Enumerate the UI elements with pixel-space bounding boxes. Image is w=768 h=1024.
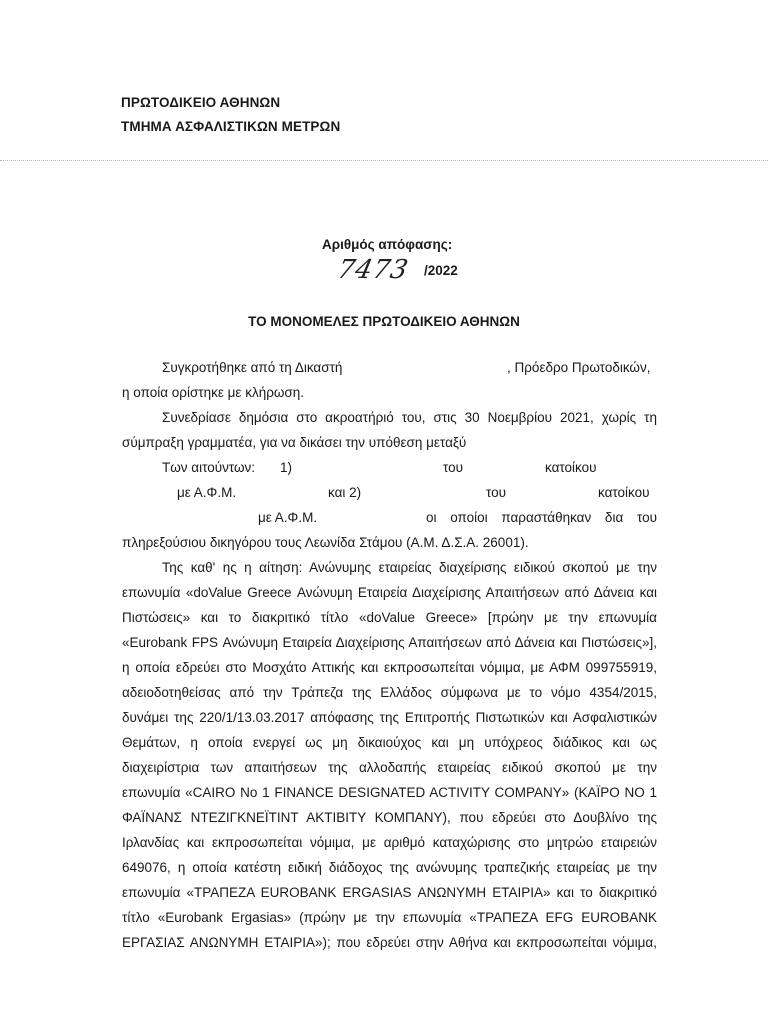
applicant-1-katoikou: κατοίκου	[545, 460, 597, 475]
respondent-line: Θεμάτων, η οποία ενεργεί ως μη δικαιούχος και μη υπόχρεος διάδικος και ως	[122, 735, 657, 750]
applicant-2-katoikou: κατοίκου	[598, 485, 650, 500]
respondent-line: επωνυμία «doValue Greece Ανώνυμη Εταιρεία Διαχείρισης Απαιτήσεων από Δάνεια και	[122, 585, 657, 600]
applicant-2-number: και 2)	[328, 485, 362, 500]
court-department: ΤΜΗΜΑ ΑΣΦΑΛΙΣΤΙΚΩΝ ΜΕΤΡΩΝ	[121, 119, 341, 134]
composition-role: , Πρόεδρο Πρωτοδικών,	[507, 360, 651, 375]
respondent-line: 649076, η οποία κατέστη ειδική διάδοχος της ανώνυμης τραπεζικής εταιρείας με την	[122, 860, 657, 875]
decision-year: /2022	[424, 263, 458, 278]
court-header	[121, 91, 340, 139]
applicants-represented: οι οποίοι παραστάθηκαν δια του	[426, 510, 657, 525]
respondent-line: αδειοδοτηθείσας από την Τράπεζα της Ελλάδος σύμφωνα με το νόμο 4354/2015,	[122, 685, 657, 700]
applicants-lawyer: πληρεξούσιου δικηγόρου τους Λεωνίδα Στάμου (Α.Μ. Δ.Σ.Α. 26001).	[122, 535, 529, 550]
applicant-1-number: 1)	[280, 460, 293, 475]
handwritten-decision-number: 7473	[334, 255, 412, 285]
applicant-2-tou: του	[486, 485, 507, 500]
respondent-line: Πιστώσεις» και το διακριτικό τίτλο «doValue Greece» [πρώην με την επωνυμία	[122, 610, 657, 625]
respondent-line: τίτλο «Eurobank Ergasias» (πρώην με την επωνυμία «ΤΡΑΠΕΖΑ EFG EUROBANK	[122, 910, 657, 925]
session-line-2: σύμπραξη γραμματέα, για να δικάσει την υπόθεση μεταξύ	[122, 435, 467, 450]
composition-intro: Συγκροτήθηκε από τη Δικαστή	[162, 360, 343, 375]
applicant-1-afm: με Α.Φ.Μ.	[177, 485, 237, 500]
respondent-line: ΕΡΓΑΣΙΑΣ ΑΝΩΝΥΜΗ ΕΤΑΙΡΙΑ»); που εδρεύει στην Αθήνα και εκπροσωπείται νόμιμα,	[122, 935, 657, 950]
respondent-line: Της καθ' ης η αίτηση: Ανώνυμης εταιρείας διαχείρισης ειδικού σκοπού με την	[162, 560, 657, 575]
respondent-line: ΦΑΪΝΑΝΣ ΝΤΕΖΙΓΚΝΕΪΤΙΝΤ ΑΚΤΙΒΙΤΥ ΚΟΜΠΑΝΥ), που εδρεύει στο Δουβλίνο της	[122, 810, 657, 825]
applicant-1-tou: του	[443, 460, 464, 475]
court-title: ΤΟ ΜΟΝΟΜΕΛΕΣ ΠΡΩΤΟΔΙΚΕΙΟ ΑΘΗΝΩΝ	[248, 314, 520, 329]
court-name: ΠΡΩΤΟΔΙΚΕΙΟ ΑΘΗΝΩΝ	[121, 95, 281, 110]
respondent-line: Ιρλανδίας και εκπροσωπείται νόμιμα, με αριθμό καταχώρισης στο μητρώο εταιρειών	[122, 835, 657, 850]
session-line-1: Συνεδρίασε δημόσια στο ακροατήριό του, στις 30 Νοεμβρίου 2021, χωρίς τη	[162, 410, 657, 425]
decision-number	[334, 255, 478, 289]
respondent-line: δυνάμει της 220/1/13.03.2017 απόφασης της Επιτροπής Πιστωτικών και Ασφαλιστικών	[122, 710, 657, 725]
header-divider	[0, 160, 768, 161]
respondent-line: επωνυμία «CAIRO No 1 FINANCE DESIGNATED ACTIVITY COMPANY» (ΚΑΪΡΟ ΝΟ 1	[122, 785, 657, 800]
respondent-line: επωνυμία «ΤΡΑΠΕΖΑ EUROBANK ERGASIAS ΑΝΩΝΥΜΗ ΕΤΑΙΡΙΑ» και το διακριτικό	[122, 885, 657, 900]
respondent-line: η οποία εδρεύει στο Μοσχάτο Αττικής και εκπροσωπείται νόμιμα, με ΑΦΜ 099755919,	[122, 660, 657, 675]
decision-number-label: Αριθμός απόφασης:	[322, 237, 453, 252]
applicants-label: Των αιτούντων:	[162, 460, 256, 475]
applicant-2-afm: με Α.Φ.Μ.	[258, 510, 318, 525]
respondent-line: «Eurobank FPS Ανώνυμη Εταιρεία Διαχείρισης Απαιτήσεων από Δάνεια και Πιστώσεις»],	[122, 635, 657, 650]
respondent-line: διαχειρίστρια των απαιτήσεων της αλλοδαπής εταιρείας ειδικού σκοπού με την	[122, 760, 657, 775]
composition-appointed: η οποία ορίστηκε με κλήρωση.	[122, 385, 305, 400]
